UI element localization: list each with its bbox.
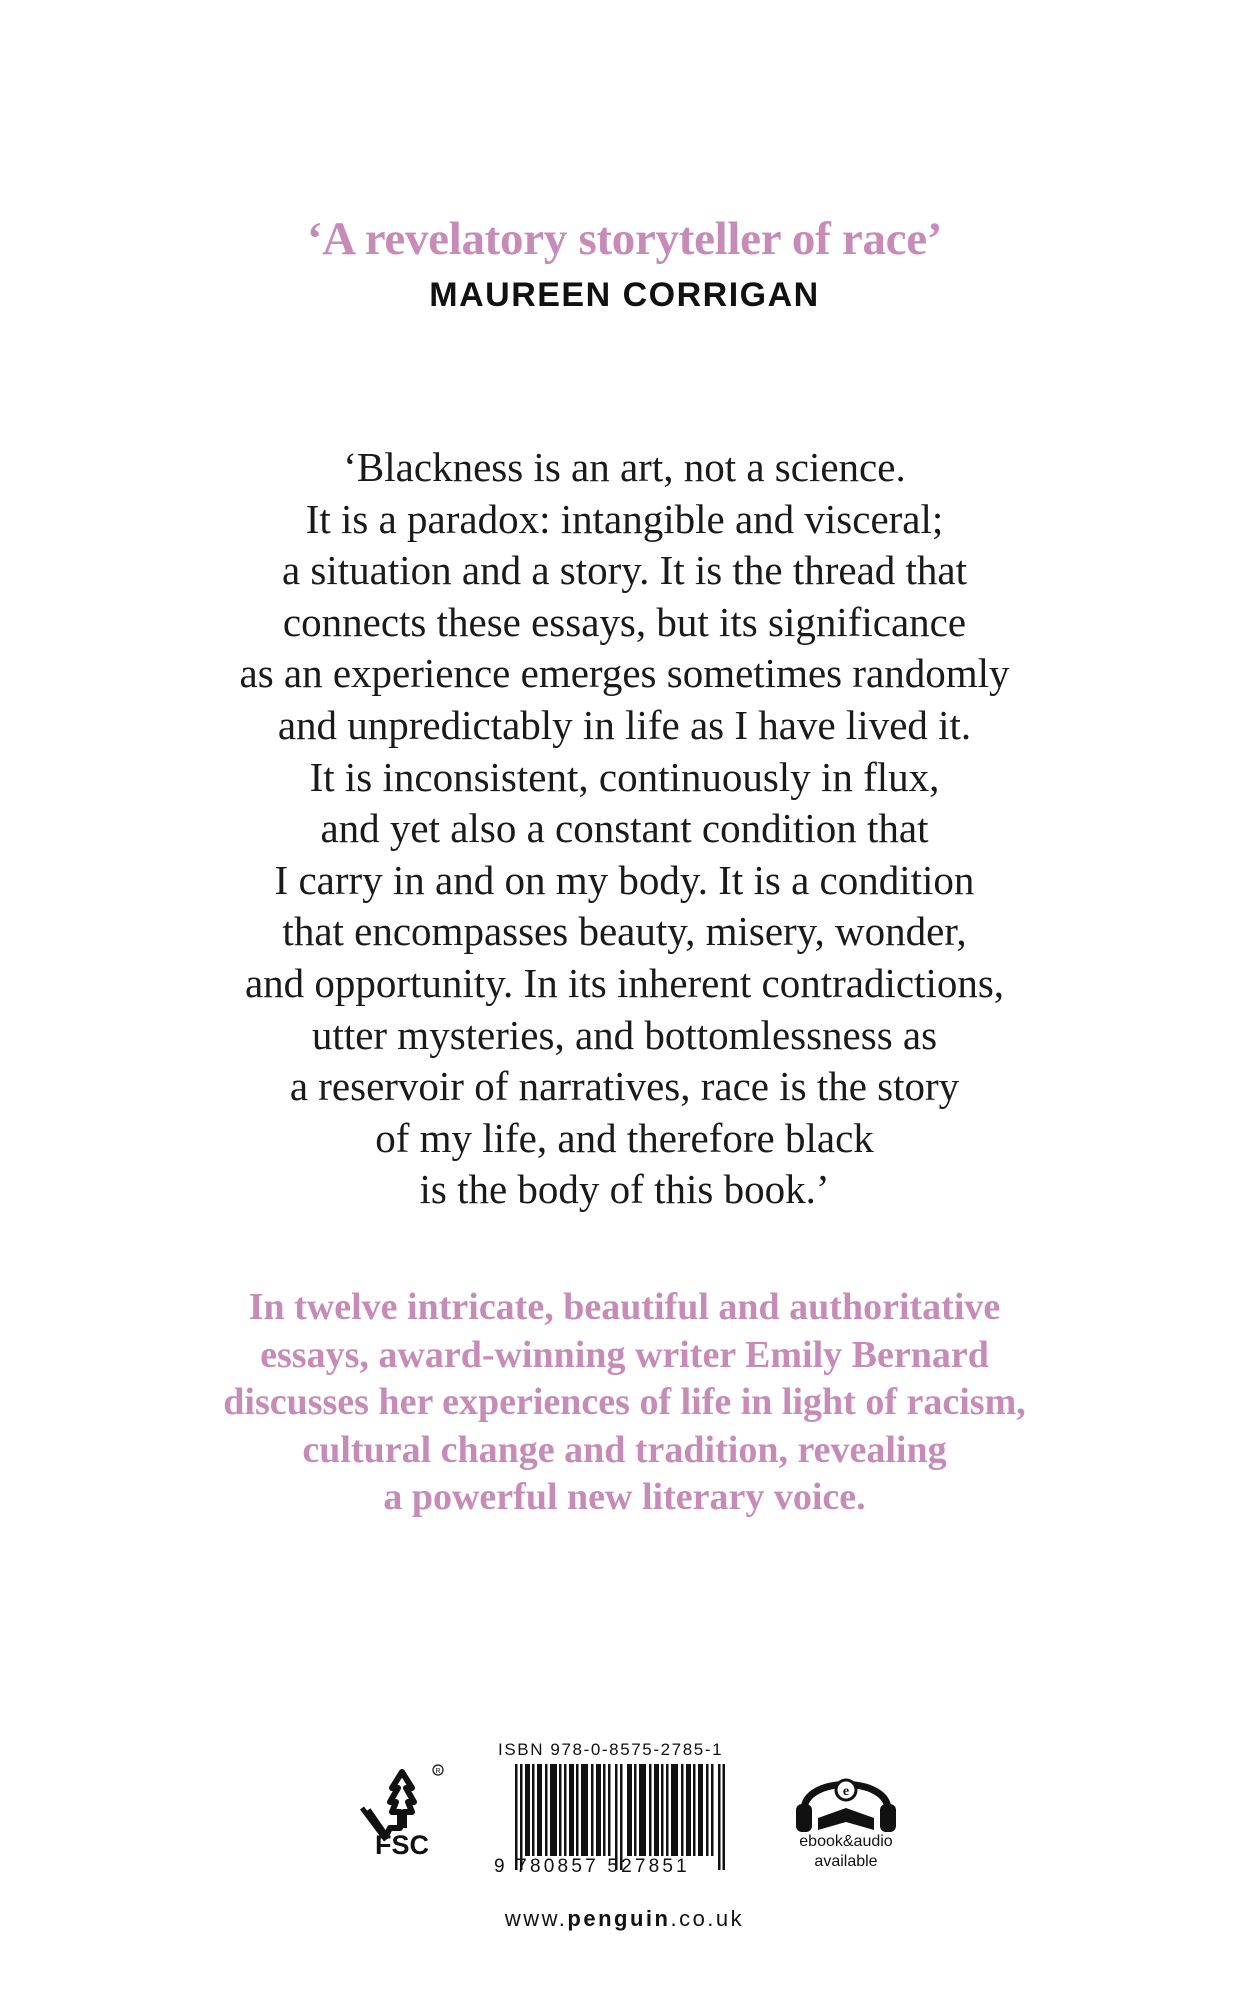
website-prefix: www. <box>504 1906 568 1931</box>
pull-quote: ‘A revelatory storyteller of race’ <box>306 213 943 265</box>
excerpt-line: of my life, and therefore black <box>375 1114 874 1161</box>
excerpt-line: that encompasses beauty, misery, wonder, <box>282 908 967 955</box>
blurb-line: In twelve intricate, beautiful and authoritative <box>248 1286 1001 1328</box>
svg-text:e: e <box>842 1784 850 1799</box>
website-link[interactable] <box>0 1906 1249 1932</box>
audio-label-line-1: ebook&audio <box>799 1833 893 1850</box>
website-suffix: .co.uk <box>670 1906 745 1931</box>
website-brand: penguin <box>567 1906 671 1931</box>
excerpt-line: and opportunity. In its inherent contradictions, <box>244 959 1005 1006</box>
excerpt-line: and unpredictably in life as I have lived it. <box>277 701 972 748</box>
ebook-audio-label <box>770 1832 922 1872</box>
svg-text:R: R <box>435 1768 441 1775</box>
quote-attribution: MAUREEN CORRIGAN <box>429 276 820 314</box>
headphones-book-icon <box>790 1760 902 1834</box>
excerpt-line: ‘Blackness is an art, not a science. <box>343 444 906 490</box>
excerpt-line: It is a paradox: intangible and visceral; <box>305 495 944 542</box>
excerpt-line: connects these essays, but its significance <box>282 598 967 645</box>
isbn-label: ISBN 978-0-8575-2785-1 <box>498 1740 724 1759</box>
excerpt-line: It is inconsistent, continuously in flux, <box>309 753 940 800</box>
book-blurb <box>0 1284 1249 1522</box>
excerpt-line: is the body of this book.’ <box>419 1166 830 1213</box>
blurb-line: a powerful new literary voice. <box>383 1476 866 1518</box>
blurb-line: discusses her experiences of life in light of racism, <box>223 1381 1026 1423</box>
excerpt-line: a situation and a story. It is the thread that <box>281 547 968 594</box>
excerpt-line: a reservoir of narratives, race is the story <box>289 1063 960 1110</box>
fsc-label: FSC <box>375 1830 429 1860</box>
excerpt-line: and yet also a constant condition that <box>320 805 929 852</box>
barcode-digits: 9 780857 527851 <box>494 1856 690 1877</box>
blurb-line: essays, award-winning writer Emily Bernard <box>260 1333 989 1376</box>
excerpt-line: I carry in and on my body. It is a condition <box>274 856 975 903</box>
excerpt-line: utter mysteries, and bottomlessness as <box>311 1011 938 1058</box>
audio-label-line-2: available <box>814 1853 878 1870</box>
excerpt-line: as an experience emerges sometimes randomly <box>239 650 1010 697</box>
blurb-line: cultural change and tradition, revealing <box>302 1428 947 1471</box>
barcode <box>515 1764 725 1870</box>
excerpt <box>0 442 1249 1216</box>
